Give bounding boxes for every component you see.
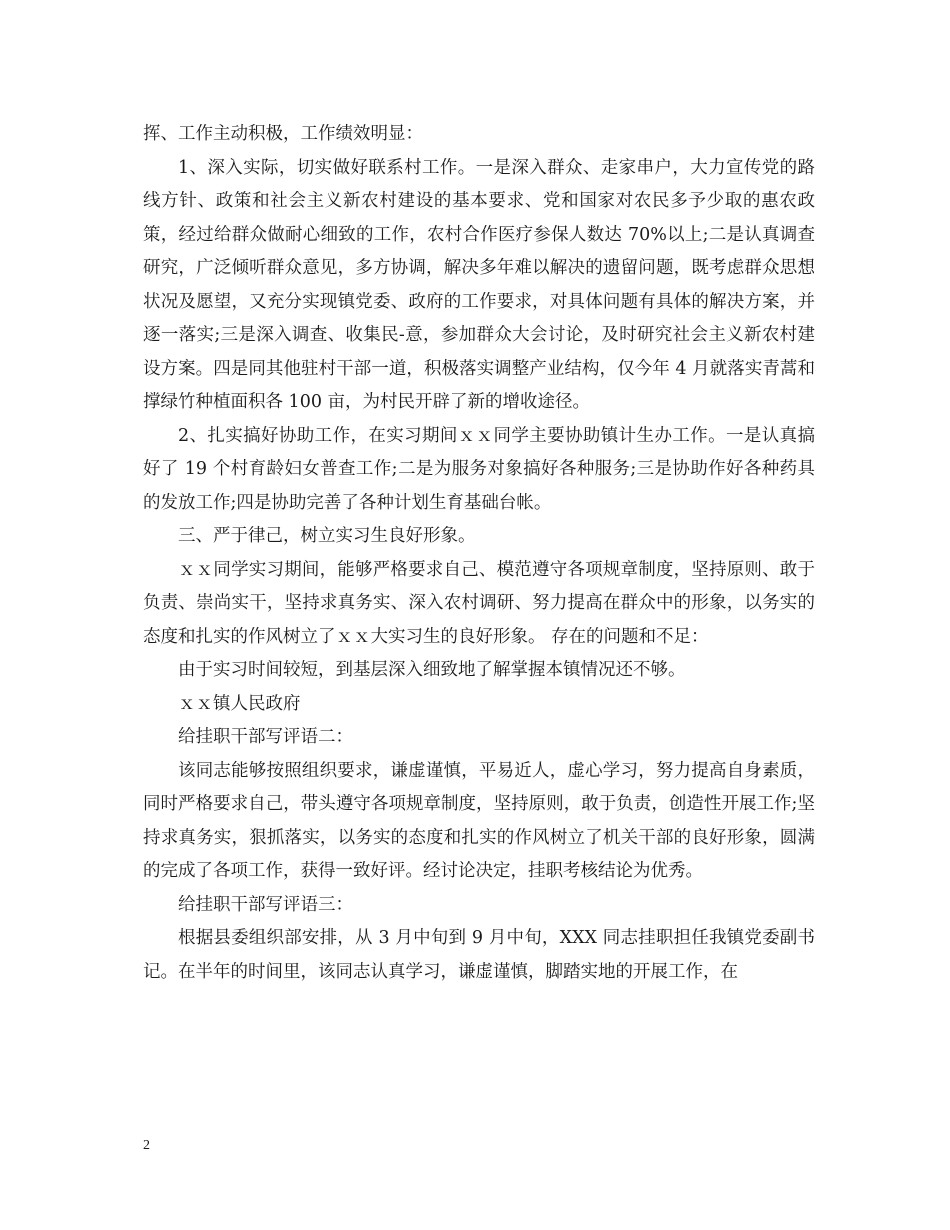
- signature-organization: ｘｘ镇人民政府: [178, 693, 301, 714]
- paragraph-shortcoming: 由于实习时间较短，到基层深入细致地了解掌握本镇情况还不够。: [178, 660, 686, 680]
- section-heading-3: 三、严于律己，树立实习生良好形象。: [178, 526, 476, 546]
- heading-comment-2: 给挂职干部写评语二：: [178, 727, 353, 747]
- paragraph-item-1: 1、深入实际，切实做好联系村工作。一是深入群众、走家串户，大力宣传党的路线方针、政策和社会主义新农村建设的基本要求、党和国家对农民多予少取的惠农政策，经过给群众做耐心细致的工作，农村合作医疗参保人数达 70%以上;二是认真调查研究，广泛倾听群众意见，多方协调，解决多年难以解决的遗留问题，既考虑群众思想状况及愿望，又充分实现镇党委、政府的工作要求，对具体问题有具体的解决方案，并逐一落实;三是深入调查、收集民-意，参加群众大会讨论，及时研究社会主义新农村建设方案。四是同其他驻村干部一道，积极落实调整产业结构，仅今年 4 月就落实青蒿和撑绿竹种植面积各 100 亩，为村民开辟了新的增收途径。: [143, 157, 815, 412]
- paragraph-section-3: ｘｘ同学实习期间，能够严格要求自己、模范遵守各项规章制度，坚持原则、敢于负责、崇尚实干，坚持求真务实、深入农村调研、努力提高在群众中的形象，以务实的态度和扎实的作风树立了ｘｘ大实习生的良好形象。 存在的问题和不足：: [143, 559, 815, 647]
- paragraph-comment-3: 根据县委组织部安排，从 3 月中旬到 9 月中旬，XXX 同志挂职担任我镇党委副书记。在半年的时间里，该同志认真学习，谦虚谨慎，脚踏实地的开展工作，在: [143, 928, 815, 982]
- paragraph-item-2: 2、扎实搞好协助工作，在实习期间ｘｘ同学主要协助镇计生办工作。一是认真搞好了 19 个村育龄妇女普查工作;二是为服务对象搞好各种服务;三是协助作好各种药具的发放工作;四是协助完善了各种计划生育基础台帐。: [143, 425, 815, 513]
- page-number: 2: [143, 1138, 150, 1153]
- paragraph-comment-2: 该同志能够按照组织要求，谦虚谨慎，平易近人，虚心学习，努力提高自身素质，同时严格要求自己，带头遵守各项规章制度，坚持原则，敢于负责，创造性开展工作;坚持求真务实，狠抓落实，以务实的态度和扎实的作风树立了机关干部的良好形象，圆满的完成了各项工作，获得一致好评。经讨论决定，挂职考核结论为优秀。: [143, 760, 815, 881]
- document-body: [143, 118, 815, 989]
- heading-comment-3: 给挂职干部写评语三：: [178, 894, 353, 915]
- paragraph-intro-continuation: 挥、工作主动积极，工作绩效明显：: [143, 124, 423, 144]
